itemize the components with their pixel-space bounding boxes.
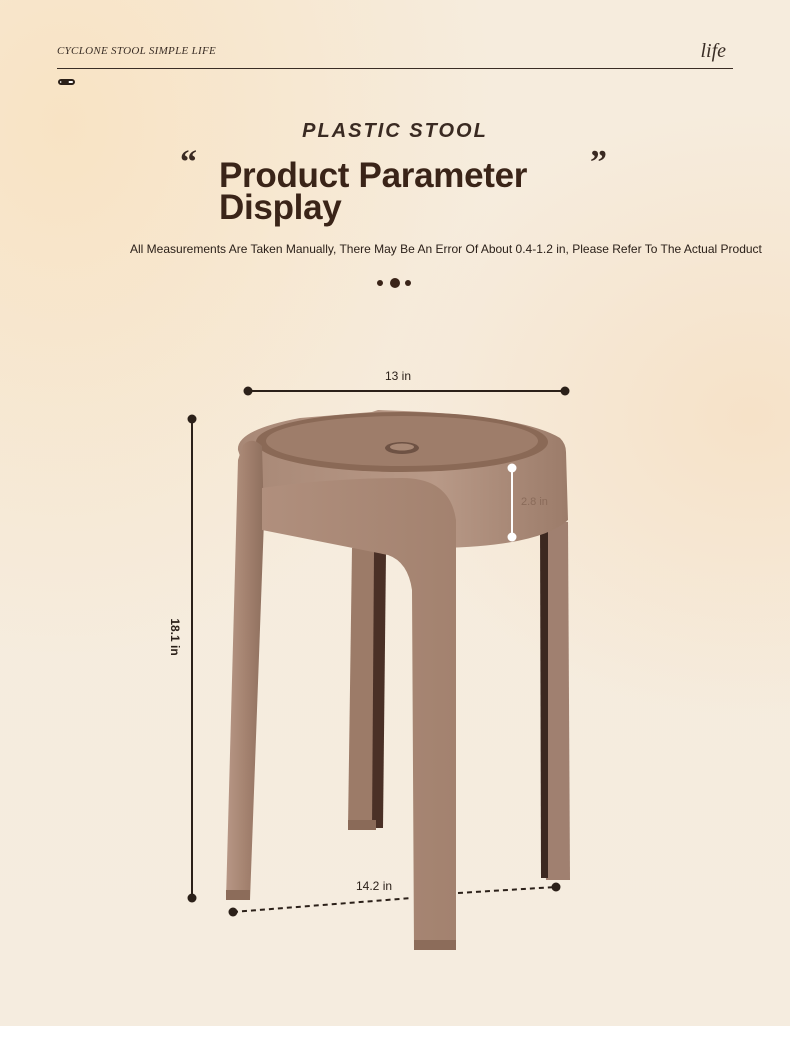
- dimension-top-width: [244, 387, 570, 396]
- quote-open-icon: “: [180, 144, 197, 181]
- seat-thickness-label: 2.8 in: [521, 496, 548, 508]
- stool-back-leg: [348, 548, 386, 830]
- brand-text: CYCLONE STOOL SIMPLE LIFE: [57, 45, 216, 57]
- life-logo-text: life: [700, 40, 726, 62]
- top-width-label: 13 in: [385, 369, 412, 383]
- dimension-height: [188, 415, 197, 903]
- quote-close-icon: ”: [590, 144, 607, 181]
- stool-left-leg: [226, 441, 264, 900]
- measurement-note: All Measurements Are Taken Manually, There May Be An Error Of About 0.4-1.2 in, Please Refer To The Actual Product: [130, 242, 762, 256]
- page-title: Product Parameter Display: [219, 156, 528, 227]
- product-subtitle: PLASTIC STOOL: [302, 120, 488, 142]
- stool-right-leg: [540, 520, 570, 880]
- dimension-base-width: [229, 883, 561, 917]
- height-label: 18.1 in: [168, 618, 182, 656]
- base-width-label: 14.2 in: [356, 879, 393, 893]
